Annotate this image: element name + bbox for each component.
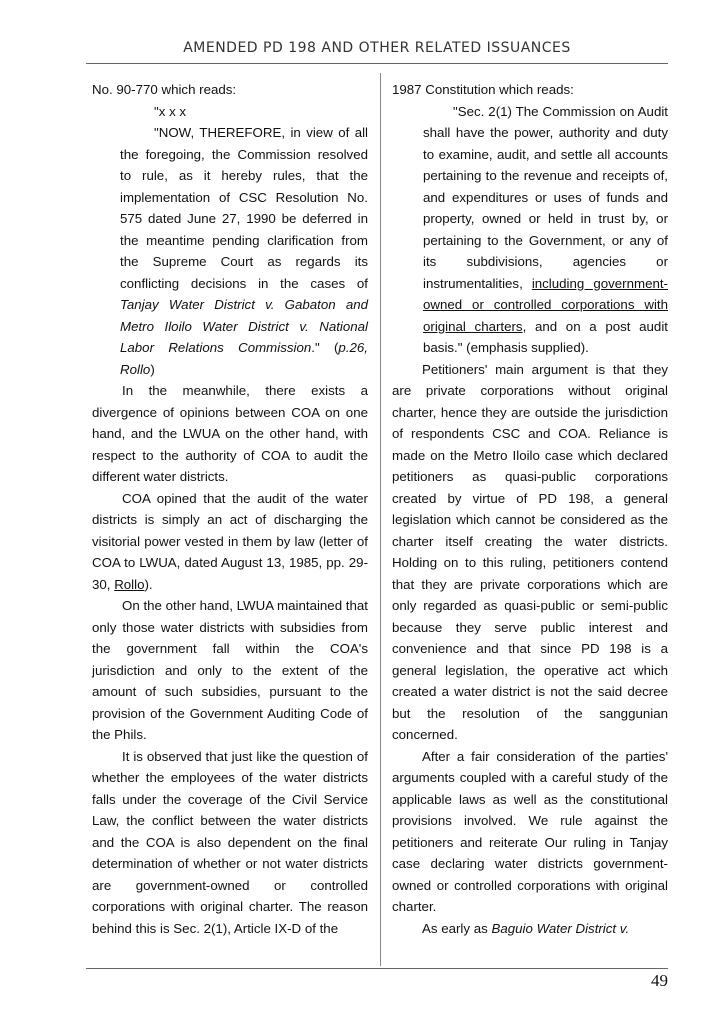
paragraph (92, 488, 368, 596)
case-citation: Baguio Water District v. (491, 920, 630, 936)
page-citation: p.26, Rollo (120, 340, 368, 377)
paragraph: In the meanwhile, there exists a divergence of opinions between COA on one hand, and the LWUA on the other hand, with respect to the authority of COA to audit the different water districts. (92, 383, 368, 484)
paragraph: It is observed that just like the question of whether the employees of the water districts falls under the coverage of the Civil Service Law, the conflict between the water districts and the COA is also dependent on the final determination of whether or not water districts are government-owned or controlled corporations with original charter. The reason behind this is Sec. 2(1), Article IX-D of the (92, 748, 368, 936)
quote-text: "Sec. 2(1) The Commission on Audit shall have the power, authority and duty to examine, audit, and settle all accounts pertaining to the revenue and receipts of, and expenditures or uses of funds and property, owned or held in trust by, or pertaining to the Government, or any of its subdivisions, agencies or instrumentalities, (423, 103, 668, 291)
paragraph: After a fair consideration of the parties' arguments coupled with a careful study of the applicable laws as well as the constitutional provisions involved. We rule against the petitioners and reiterate Our ruling in Tanjay case declaring water districts government-owned or controlled corporations with original charter. (392, 748, 668, 914)
left-column (92, 79, 368, 939)
footer-rule (86, 968, 668, 969)
quote-text: ." ( (311, 340, 339, 355)
paragraph-text: COA opined that the audit of the water districts is simply an act of discharging the visitorial power vested in them by law (letter of COA to LWUA, dated August 13, 1985, pp. 29-30, (92, 490, 368, 592)
quote-text: ) (150, 361, 155, 377)
paragraph: No. 90-770 which reads: (92, 82, 237, 97)
quote-text: , and on a post audit basis." (emphasis supplied). (423, 318, 668, 355)
paragraph (392, 918, 668, 940)
header-rule (86, 63, 668, 64)
rollo-reference: Rollo (114, 576, 145, 592)
paragraph-text: As early as (422, 920, 492, 936)
running-header: AMENDED PD 198 AND OTHER RELATED ISSUANCES (183, 40, 571, 56)
paragraph: 1987 Constitution which reads: (392, 82, 574, 97)
quote-ellipsis: "x x x (154, 103, 187, 119)
paragraph-text: ). (144, 576, 153, 592)
emphasized-text: including government-owned or controlled corporations with original charters (423, 275, 668, 334)
case-citation: Tanjay Water District v. Gabaton and Metro Iloilo Water District v. National Labor Relations Commission (120, 297, 368, 355)
quote-text: "NOW, THEREFORE, in view of all the foregoing, the Commission resolved to rule, as it hereby rules, that the implementation of CSC Resolution No. 575 dated June 27, 1990 be deferred in the meantime pending clarification from the Supreme Court as regards its conflicting decisions in the cases of (120, 125, 368, 291)
page-number: 49 (651, 971, 668, 990)
quoted-resolution (120, 122, 368, 380)
right-column (392, 79, 668, 939)
quoted-constitution (423, 101, 668, 359)
paragraph: On the other hand, LWUA maintained that only those water districts with subsidies from the government fall within the COA's jurisdiction and only to the extent of the amount of such subsidies, pursuant to the provision of the Government Auditing Code of the Phils. (92, 598, 368, 742)
paragraph: Petitioners' main argument is that they are private corporations without original charter, hence they are outside the jurisdiction of respondents CSC and COA. Reliance is made on the Metro Iloilo case which declared petitioners as quasi-public corporations created by virtue of PD 198, a general legislation which cannot be considered as the charter itself creating the water districts. Holding on to this ruling, petitioners contend that they are private corporations which are only regarded as quasi-public or semi-public because they serve public interest and convenience and that since PD 198 is a general legislation, the operative act which created a water district is not the said decree but the resolution of the sanggunian concerned. (392, 361, 668, 742)
column-divider (380, 73, 381, 966)
